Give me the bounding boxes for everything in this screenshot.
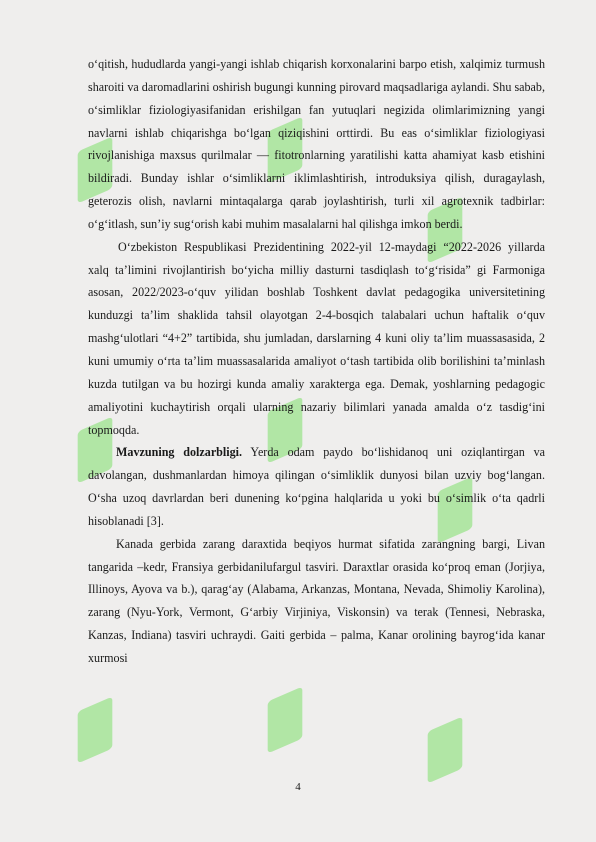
page-number: 4 [295, 781, 301, 793]
watermark-mark [428, 717, 463, 784]
paragraph-relevance [88, 441, 545, 532]
paragraph-2: O‘zbekiston Respublikasi Prezidentining 2022-yil 12-maydagi “2022-2026 yillarda xalq ta’limini rivojlantirish bo‘yicha milliy dasturni tasdiqlash to‘g‘risida” gi Farmoniga asosan, 2022/2023-o‘quv yilidan boshlab Toshkent davlat pedagogika universitetining kunduzgi ta’lim shaklida tahsil olayotgan 2-4-bosqich talabalari uchun haftalik o‘quv mashg‘ulotlari “4+2” tartibida, shu jumladan, darslarning 4 kuni oliy ta’lim muassasasida, 2 kuni umumiy o‘rta ta’lim muassasalarida amaliyot o‘tash tartibida olib borilishini ta’minlash kuzda tutilgan va bu hozirgi kunda amaliy xarakterga ega. Demak, yoshlarning pedagogic amaliyotini kuchaytirish orqali ularning nazariy bilimlari yanada amalda o‘z tasdig‘ini topmoqda. [88, 239, 545, 437]
relevance-text: Yerda odam paydo bo‘lishidanoq uni oziqlantirgan va davolangan, dushmanlardan himoya qilingan o‘simliklik dunyosi bilan uzviy bog‘langan. O‘sha uzoq davrlardan beri dunening ko‘pgina halqlarida u yoki bu o‘simlik o‘ta qadrli hisoblanadi [3]. [88, 445, 545, 528]
relevance-heading: Mavzuning dolzarbligi. [116, 445, 243, 460]
paragraph-1: o‘qitish, hududlarda yangi-yangi ishlab chiqarish korxonalarini barpo etish, xalqimiz turmush sharoiti va daromadlarini oshirish bugungi kunning pirovard maqsadlariga aylandi. Shu sabab, o‘simliklar fiziologiyasifanidan erishilgan fan yutuqlari negizida olimlarimizning yangi navlarni ishlab chiqarishga bo‘lgan qiziqishini orttirdi. Bu eas o‘simliklar fiziologiyasi rivojlanishiga maxsus qurilmalar — fitotronlarning yaratilishi katta ahamiyat kasb etishini bildiradi. Bunday ishlar o‘simliklarni iklimlashtirish, introduksiya qilish, duragaylash, geterozis olish, navlarni mintaqalarga qarab joylashtirish, turli xil agrotexnik tadbirlar: o‘g‘itlash, sun’iy sug‘orish kabi muhim masalalarni hal qilishga imkon berdi. [88, 57, 545, 231]
watermark-mark [268, 687, 303, 754]
body-text [88, 53, 545, 670]
paragraph-last: Kanada gerbida zarang daraxtida beqiyos hurmat sifatida zarangning bargi, Livan tangarida –kedr, Fransiya gerbidanilufargul tasviri. Daraxtlar orasida ko‘proq eman (Jorjiya, Illinoys, Ayova va b.), qarag‘ay (Alabama, Arkanzas, Montana, Nevada, Shimoliy Karolina), zarang (Nyu-York, Vermont, G‘arbiy Virjiniya, Viskonsin) va terak (Tennesi, Nebraska, Kanzas, Indiana) tasviri uchraydi. Gaiti gerbida – palma, Kanar orolining bayrog‘ida kanar xurmosi [88, 536, 545, 665]
watermark-mark [78, 697, 113, 764]
